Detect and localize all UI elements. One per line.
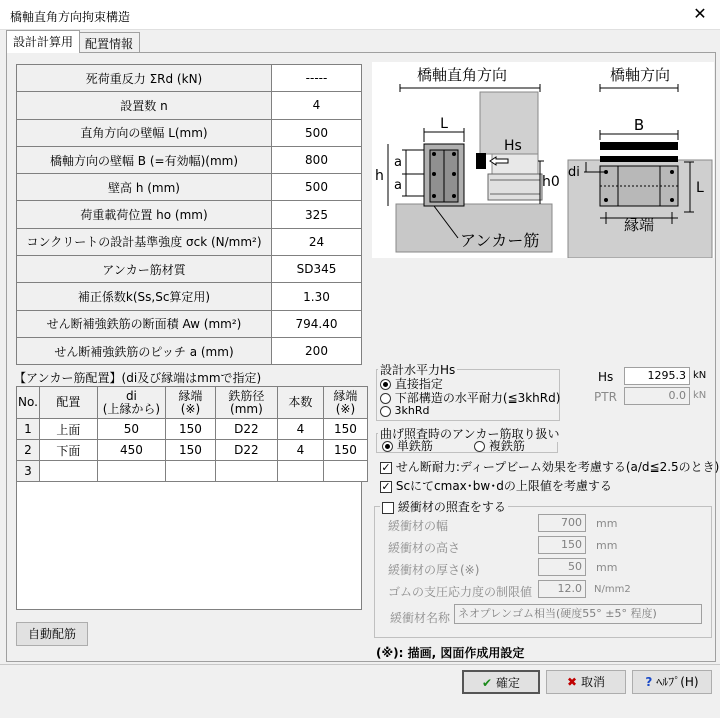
param-row xyxy=(17,228,362,255)
label-a-1: a xyxy=(394,155,402,170)
anchor-col-header: di (上縁から) xyxy=(97,387,165,419)
buffer-name-label: 緩衝材名称 xyxy=(390,611,451,625)
diagram-right-title: 橋軸方向 xyxy=(609,66,671,84)
tab-layout-info[interactable]: 配置情報 xyxy=(78,32,140,53)
label-Hs: Hs xyxy=(504,138,522,154)
diagram-left-title: 橋軸直角方向 xyxy=(416,66,508,84)
anchor-col-header: 縁端 (※) xyxy=(323,387,367,419)
param-label: アンカー筋材質 xyxy=(17,256,272,283)
anchor-cell[interactable]: 4 xyxy=(277,440,323,461)
hs-option-direct-label: 直接指定 xyxy=(394,377,443,391)
param-label: 死荷重反力 ΣRd (kN) xyxy=(17,65,272,92)
cancel-button-label: 取消 xyxy=(580,675,605,689)
param-label: 橋軸方向の壁幅 B (=有効幅)(mm) xyxy=(17,146,272,173)
param-row xyxy=(17,310,362,337)
buffer-check[interactable] xyxy=(380,498,508,515)
anchor-col-header: 鉄筋径 (mm) xyxy=(215,387,277,419)
anchor-row-number: 2 xyxy=(17,440,40,461)
anchor-cell[interactable]: 150 xyxy=(323,419,367,440)
anchor-col-header: 本数 xyxy=(277,387,323,419)
anchor-table xyxy=(16,386,368,482)
label-edge: 縁端 xyxy=(624,216,655,234)
anchor-cell[interactable]: 4 xyxy=(277,419,323,440)
checkbox-icon[interactable] xyxy=(382,502,394,514)
param-label: 壁高 h (mm) xyxy=(17,174,272,201)
buffer-thickness-label: 緩衝材の厚さ(※) xyxy=(388,563,480,577)
hs-option-substructure-label: 下部構造の水平耐力(≦3khRd) xyxy=(394,391,561,405)
param-label: せん断補強鉄筋の断面積 Aw (mm²) xyxy=(17,310,272,337)
param-value[interactable]: 500 xyxy=(272,174,362,201)
ptr-unit: kN xyxy=(693,390,707,401)
param-value[interactable]: 800 xyxy=(272,146,362,173)
anchor-cell[interactable]: 150 xyxy=(165,419,215,440)
bend-option-double[interactable] xyxy=(474,437,525,454)
ok-button[interactable] xyxy=(462,670,540,694)
label-B: B xyxy=(633,116,645,134)
anchor-cell[interactable]: 下面 xyxy=(39,440,97,461)
window-title: 橋軸直角方向拘束構造 xyxy=(10,10,131,24)
help-button-label: ﾍﾙﾌﾟ(H) xyxy=(656,675,699,689)
buffer-height-unit: mm xyxy=(596,539,618,552)
bend-option-double-label: 複鉄筋 xyxy=(488,439,525,453)
buffer-thickness-input[interactable]: 50 xyxy=(538,558,586,576)
structure-diagram xyxy=(372,62,714,258)
bend-option-single-label: 単鉄筋 xyxy=(396,439,433,453)
hs-group-legend: 設計水平力Hs xyxy=(380,363,456,377)
anchor-cell[interactable] xyxy=(165,461,215,482)
param-row xyxy=(17,92,362,119)
anchor-cell[interactable]: D22 xyxy=(215,440,277,461)
param-row xyxy=(17,201,362,228)
anchor-cell[interactable] xyxy=(277,461,323,482)
deep-beam-check[interactable] xyxy=(380,458,719,475)
anchor-col-header: 縁端 (※) xyxy=(165,387,215,419)
anchor-cell[interactable] xyxy=(215,461,277,482)
rubber-stress-input[interactable]: 12.0 xyxy=(538,580,586,598)
param-label: 荷重載荷位置 ho (mm) xyxy=(17,201,272,228)
label-L: L xyxy=(440,116,448,132)
check-icon: ✔ xyxy=(482,676,493,690)
radio-icon[interactable] xyxy=(380,393,391,404)
param-value[interactable]: 200 xyxy=(272,337,362,364)
label-anchor: アンカー筋 xyxy=(460,231,540,250)
anchor-cell[interactable]: 上面 xyxy=(39,419,97,440)
anchor-cell[interactable] xyxy=(39,461,97,482)
param-value[interactable]: 500 xyxy=(272,119,362,146)
title-bar xyxy=(0,0,720,30)
param-label: 設置数 n xyxy=(17,92,272,119)
deep-beam-check-label: せん断耐力:ディープビーム効果を考慮する(a/d≦2.5のとき) xyxy=(395,460,720,474)
param-row xyxy=(17,337,362,364)
help-button[interactable] xyxy=(632,670,712,694)
label-L-right: L xyxy=(696,180,704,196)
rubber-stress-unit: N/mm2 xyxy=(594,584,631,595)
note-text: (※): 描画, 図面作成用設定 xyxy=(376,646,525,660)
anchor-row xyxy=(17,440,368,461)
parameter-table xyxy=(16,64,362,365)
auto-arrange-button[interactable]: 自動配筋 xyxy=(16,622,88,646)
anchor-row-number: 1 xyxy=(17,419,40,440)
param-value[interactable]: SD345 xyxy=(272,256,362,283)
anchor-cell[interactable] xyxy=(323,461,367,482)
param-row xyxy=(17,256,362,283)
checkbox-icon[interactable]: ✓ xyxy=(381,479,391,493)
hs-label: Hs xyxy=(598,370,614,384)
label-a-2: a xyxy=(394,178,402,193)
param-value[interactable]: 325 xyxy=(272,201,362,228)
hs-option-3khrd-label: 3khRd xyxy=(394,404,430,417)
param-row xyxy=(17,283,362,310)
param-label: せん断補強鉄筋のピッチ a (mm) xyxy=(17,337,272,364)
param-label: 補正係数k(Ss,Sc算定用) xyxy=(17,283,272,310)
param-row xyxy=(17,119,362,146)
cross-icon: ✖ xyxy=(567,675,578,689)
anchor-col-header: 配置 xyxy=(39,387,97,419)
param-value[interactable]: ----- xyxy=(272,65,362,92)
help-icon: ? xyxy=(645,675,653,689)
anchor-cell[interactable]: 150 xyxy=(165,440,215,461)
label-h0: h0 xyxy=(542,174,560,190)
ptr-label: PTR xyxy=(594,390,617,404)
anchor-table-empty-area xyxy=(16,482,362,610)
param-row xyxy=(17,65,362,92)
anchor-cell[interactable] xyxy=(97,461,165,482)
hs-input[interactable]: 1295.3 xyxy=(624,367,690,385)
buffer-width-unit: mm xyxy=(596,517,618,530)
anchor-cell[interactable]: 150 xyxy=(323,440,367,461)
param-label: コンクリートの設計基準強度 σck (N/mm²) xyxy=(17,228,272,255)
anchor-row-number: 3 xyxy=(17,461,40,482)
anchor-row xyxy=(17,461,368,482)
anchor-cell[interactable]: 450 xyxy=(97,440,165,461)
param-label: 直角方向の壁幅 L(mm) xyxy=(17,119,272,146)
sc-limit-check-label: Scにてcmax･bw･dの上限値を考慮する xyxy=(395,479,612,493)
bottom-separator xyxy=(0,664,720,665)
param-value[interactable]: 4 xyxy=(272,92,362,119)
rubber-stress-label: ゴムの支圧応力度の制限値 xyxy=(388,585,533,599)
buffer-width-label: 緩衝材の幅 xyxy=(388,519,449,533)
param-value[interactable]: 1.30 xyxy=(272,283,362,310)
anchor-cell[interactable]: 50 xyxy=(97,419,165,440)
param-row xyxy=(17,146,362,173)
ok-button-label: 確定 xyxy=(495,676,520,690)
sc-limit-check[interactable] xyxy=(380,477,612,494)
anchor-col-header: No. xyxy=(17,387,40,419)
buffer-name-input[interactable]: ネオプレンゴム相当(硬度55° ±5° 程度) xyxy=(454,604,702,624)
label-di: di xyxy=(568,165,580,180)
radio-icon[interactable] xyxy=(474,441,485,452)
close-icon[interactable]: ✕ xyxy=(693,4,707,23)
checkbox-icon[interactable]: ✓ xyxy=(381,460,391,474)
bend-group-legend: 曲げ照査時のアンカー筋取り扱い xyxy=(380,427,560,441)
label-h: h xyxy=(375,168,384,184)
radio-icon[interactable] xyxy=(382,441,393,452)
radio-icon[interactable] xyxy=(380,406,391,417)
buffer-width-input[interactable]: 700 xyxy=(538,514,586,532)
param-value[interactable]: 24 xyxy=(272,228,362,255)
param-value[interactable]: 794.40 xyxy=(272,310,362,337)
param-row xyxy=(17,174,362,201)
buffer-height-input[interactable]: 150 xyxy=(538,536,586,554)
anchor-section-title: 【アンカー筋配置】(di及び縁端はmmで指定) xyxy=(14,371,262,385)
buffer-thickness-unit: mm xyxy=(596,561,618,574)
hs-option-3khrd[interactable] xyxy=(380,404,429,417)
buffer-check-label: 緩衝材の照査をする xyxy=(397,500,506,514)
buffer-height-label: 緩衝材の高さ xyxy=(388,541,461,555)
tab-design-calc[interactable]: 設計計算用 xyxy=(6,30,80,53)
cancel-button[interactable] xyxy=(546,670,626,694)
bend-option-single[interactable] xyxy=(382,437,433,454)
anchor-cell[interactable]: D22 xyxy=(215,419,277,440)
hs-unit: kN xyxy=(693,370,707,381)
anchor-row xyxy=(17,419,368,440)
ptr-input[interactable]: 0.0 xyxy=(624,387,690,405)
